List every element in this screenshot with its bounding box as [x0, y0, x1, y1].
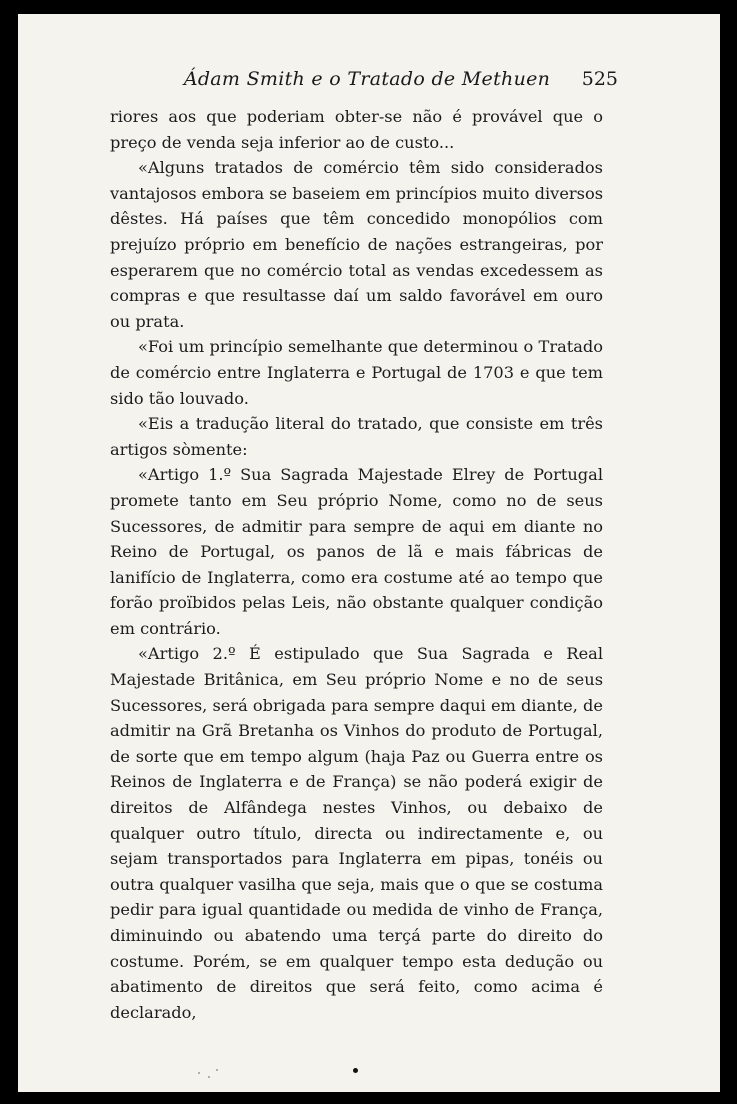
paragraph-article-2: «Artigo 2.º É estipulado que Sua Sagrada e Real Majestade Britânica, em Seu próprio Nome e no de seus Sucessores, será obrigada para sempre daqui em diante, de admitir na Grã Bretanha os Vinhos do produto de Portugal, de sorte que em tempo algum (haja Paz ou Guerra entre os Reinos de Inglaterra e de França) se não poderá exigir de direitos de Alfândega nestes Vinhos, ou debaixo de qualquer outro título, directa ou indirectamente e, ou sejam transportados para Inglaterra em pipas, tonéis ou outra qualquer vasilha que seja, mais que o que se costuma pedir para igual quantidade ou medida de vinho de França, diminuindo ou abatendo uma terçá parte do direito do costume. Porém, se em qualquer tempo esta dedução ou abatimento de direitos que será feito, como acima é declarado, [110, 644, 603, 1022]
scan-speck [198, 1072, 200, 1074]
page-number: 525 [581, 68, 618, 90]
scan-speck [208, 1076, 210, 1078]
scan-speck [216, 1069, 218, 1071]
body-text [110, 104, 603, 1025]
paragraph-article-1: «Artigo 1.º Sua Sagrada Majestade Elrey de Portugal promete tanto em Seu próprio Nome, como no de seus Sucessores, de admitir para sempre de aqui em diante no Reino de Portugal, os panos de lã e mais fábricas de lanifício de Inglaterra, como era costume até ao tempo que forão proïbidos pelas Leis, não obstante qualquer condição em contrário. [110, 465, 603, 638]
ink-dot [353, 1068, 358, 1073]
page-header [116, 64, 618, 94]
book-page [18, 14, 720, 1092]
paragraph-continuation: riores aos que poderiam obter-se não é provável que o preço de venda seja inferior ao de custo... [110, 107, 603, 152]
paragraph: «Eis a tradução literal do tratado, que consiste em três artigos sòmente: [110, 414, 603, 459]
paragraph: «Foi um princípio semelhante que determinou o Tratado de comércio entre Inglaterra e Portugal de 1703 e que tem sido tão louvado. [110, 337, 603, 408]
paragraph: «Alguns tratados de comércio têm sido considerados vantajosos embora se baseiem em princípios muito diversos dêstes. Há países que têm concedido monopólios com prejuízo próprio em benefício de nações estrangeiras, por esperarem que no comércio total as vendas excedessem as compras e que resultasse daí um saldo favorável em ouro ou prata. [110, 158, 603, 331]
running-title: Ádam Smith e o Tratado de Methuen [183, 68, 551, 90]
